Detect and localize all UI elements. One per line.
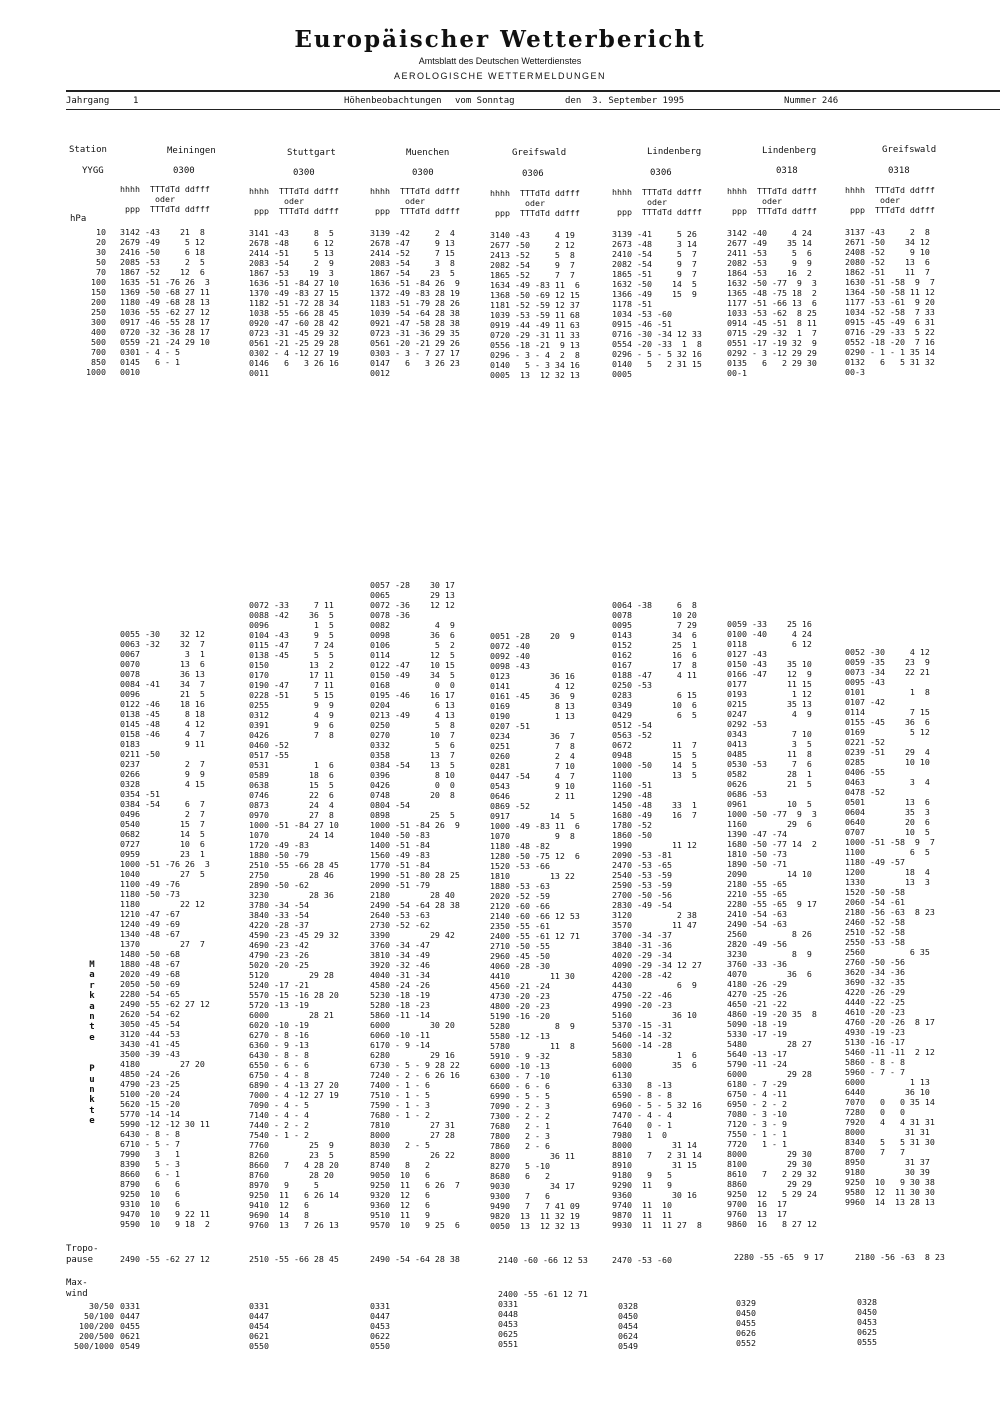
- significant-levels-2: 0072 -33 7 11 0088 -42 36 5 0096 1 5 0104 -43 9 5 0115 -47 7 24 0138 -45 5 5 0150 13 2 0170 17 11 0190 -47 7 11 0228 -51 5 15 0255 9 9 0312 4 9 0391 9 6 0426 7 8 0460 -52 0517 -55 0531 1 6 0589 18 6 0638 15 5 0746 22 6 0873 24 4 0970 27 8 1000 -51 -84 27 10 1070 24 14 1720 -49 -83 1880 -50 -79 2510 -55 -66 28 45 2750 28 46 2890 -50 -62 3230 28 36 3780 -34 -54 3840 -33 -54 4220 -28 -37 4590 -23 -45 29 32 4690 -23 -42 4790 -23 -26 5020 -20 -25 5120 29 28 5240 -17 -21 5570 -15 -16 28 20 5720 -13 -19 6000 28 21 6020 -10 -19 6270 - 8 -16 6360 - 9 -13 6430 - 8 - 8 6550 - 6 - 6 6750 - 4 - 8 6890 - 4 -13 27 20 7000 - 4 -12 27 19 7090 - 4 - 5 7140 - 4 - 4 7440 - 2 - 2 7540 - 1 - 2 7760 25 9 8260 23 5 8660 7 4 28 20 8760 28 20 8970 9 5 9250 11 6 26 14 9410 12 6 9690 14 8 9760 13 7 26 13: [249, 600, 339, 1230]
- maxwind-label: Max- wind: [66, 1278, 88, 1299]
- section-title: AEROLOGISCHE WETTERMELDUNGEN: [393, 71, 607, 81]
- maxwind-2: 0331 0447 0454 0621 0550: [249, 1301, 269, 1351]
- significant-levels-6: 0059 -33 25 16 0100 -40 4 24 0118 6 12 0127 -43 0150 -43 35 10 0166 -47 12 9 0177 11 15 0193 1 12 0215 35 13 0247 4 9 0292 -53 0343 7 10 0413 3 5 0485 11 8 0530 -53 7 6 0582 28 1 0626 21 5 0686 -53 0961 10 5 1000 -50 -77 9 3 1160 29 6 1390 -47 -74 1680 -50 -77 14 2 1810 -50 -73 1890 -50 -71 2090 14 10 2180 -55 -65 2210 -55 -65 2280 -55 -65 9 17 2410 -54 -63 2490 -54 -63 2560 8 26 2820 -49 -56 3230 8 9 3760 -33 -36 4070 36 6 4180 -26 -29 4270 -25 -26 4650 -21 -22 4860 -19 -20 35 8 5090 -18 -19 5330 -17 -19 5480 28 27 5640 -13 -17 5790 -11 -24 6000 29 28 6180 - 7 -29 6750 - 4 -11 6950 - 2 - 2 7080 - 3 -10 7120 - 3 - 9 7550 - 1 - 1 7720 1 - 1 8000 29 30 8100 29 30 8610 7 2 29 32 8860 29 29 9250 12 5 29 24 9700 16 17 9760 13 17 9860 16 8 27 12: [727, 619, 817, 1229]
- station-yygg-2: 0300: [293, 168, 315, 178]
- station-name-2: Stuttgart: [287, 148, 336, 158]
- hpa-label: hPa: [70, 214, 87, 224]
- tropopause-label: Tropo- pause: [66, 1244, 99, 1265]
- standard-levels-3: 3139 -42 2 4 2678 -47 9 13 2414 -52 7 15 2083 -54 3 8 1867 -54 23 5 1636 -51 -84 26 9 1372 -49 -83 28 19 1183 -51 -79 28 26 1039 -54 -64 28 38 0921 -47 -58 28 38 0723 -31 -36 29 35 0561 -20 -21 29 26 0303 - 3 - 7 27 17 0147 6 3 26 23 0012: [370, 228, 460, 378]
- maxwind-1: 0331 0447 0455 0621 0549: [120, 1301, 140, 1351]
- tropopause-2: 2510 -55 -66 28 45: [249, 1254, 339, 1264]
- yygg-label: YYGG: [82, 166, 104, 176]
- station-name-3: Muenchen: [406, 148, 450, 158]
- column-header-6: hhhh TTTdTd ddfff oder ppp TTTdTd ddfff: [727, 186, 817, 216]
- standard-levels-4: 3140 -43 4 19 2677 -50 2 12 2413 -52 5 8 2082 -54 9 7 1865 -52 7 7 1634 -49 -83 11 6 1368 -50 -69 12 15 1181 -52 -59 12 37 1039 -53 -59 11 68 0919 -44 -49 11 63 0720 -29 -31 11 33 0556 -18 -21 9 13 0296 - 3 - 4 2 8 0140 5 - 3 34 16 0005 13 12 32 13: [490, 230, 580, 380]
- tropopause-5: 2470 -53 -60: [612, 1255, 672, 1265]
- tropopause-6: 2280 -55 -65 9 17: [734, 1252, 824, 1262]
- station-yygg-7: 0318: [888, 166, 910, 176]
- report-day: vom Sonntag: [455, 96, 515, 106]
- standard-levels-5: 3139 -41 5 26 2673 -48 3 14 2410 -54 5 7 2082 -54 9 7 1865 -51 9 7 1632 -50 14 5 1366 -49 15 9 1178 -51 1034 -53 -60 0915 -46 -51 0716 -30 -34 12 33 0554 -20 -33 1 8 0296 - 5 - 5 32 16 0140 5 2 31 15 0005: [612, 229, 702, 379]
- standard-levels-7: 3137 -43 2 8 2671 -50 34 12 2408 -52 9 10 2080 -52 13 6 1862 -51 11 7 1630 -51 -58 9 7 1364 -50 -58 11 12 1177 -53 -61 9 20 1034 -52 -58 7 33 0915 -45 -49 6 31 0716 -29 -33 5 22 0552 -18 -20 7 16 0290 - 1 - 1 35 14 0132 6 5 31 32 00-3: [845, 227, 935, 377]
- station-yygg-6: 0318: [776, 166, 798, 176]
- column-header-7: hhhh TTTdTd ddfff oder ppp TTTdTd ddfff: [845, 185, 935, 215]
- column-header-3: hhhh TTTdTd ddfff oder ppp TTTdTd ddfff: [370, 186, 460, 216]
- maxwind-5: 0328 0450 0454 0624 0549: [618, 1301, 638, 1351]
- page-title: Europäischer Wetterbericht: [294, 26, 706, 53]
- tropopause-7: 2180 -56 -63 8 23: [855, 1252, 945, 1262]
- report-type: Höhenbeobachtungen: [344, 96, 442, 106]
- maxwind-3: 0331 0447 0453 0622 0550: [370, 1301, 390, 1351]
- maxwind-4: 2400 -55 -61 12 71 0331 0448 0453 0625 0551: [498, 1289, 588, 1349]
- station-name-6: Lindenberg: [762, 146, 817, 156]
- maxwind-6: 0329 0450 0455 0626 0552: [736, 1298, 756, 1348]
- report-number: Nummer 246: [784, 96, 839, 106]
- significant-levels-3: 0057 -28 30 17 0065 29 13 0072 -36 12 12 0078 -36 0082 4 9 0098 36 6 0106 5 2 0114 12 5 0122 -47 10 15 0150 -49 34 5 0168 0 0 0195 -46 16 17 0204 6 13 0213 -49 4 13 0250 5 8 0270 10 7 0332 5 6 0358 13 7 0384 -54 13 5 0396 8 10 0426 0 0 0748 20 8 0804 -54 0898 25 5 1000 -51 -84 26 9 1040 -50 -83 1400 -51 -84 1560 -49 -83 1770 -51 -84 1990 -51 -80 28 25 2090 -51 -79 2180 28 40 2490 -54 -64 28 38 2640 -53 -63 2730 -52 -62 3390 29 42 3760 -34 -47 3810 -34 -49 3920 -32 -46 4040 -31 -34 4580 -24 -26 5230 -18 -19 5280 -18 -23 5860 -11 -14 6000 30 20 6060 -10 -11 6170 - 9 -14 6280 29 16 6730 - 5 - 9 28 22 7240 - 2 - 6 26 16 7400 - 1 - 6 7510 - 1 - 5 7590 - 1 - 3 7680 - 1 - 2 7810 27 31 8000 27 28 8030 2 - 5 8590 26 22 8740 8 2 9050 10 6 9250 11 6 26 7 9320 12 6 9360 12 6 9510 11 9 9570 10 9 25 6: [370, 580, 460, 1230]
- header-rule-top: [66, 90, 1000, 92]
- station-yygg-1: 0300: [173, 166, 195, 176]
- significant-levels-7: 0052 -30 4 12 0059 -35 23 9 0073 -34 22 21 0095 -43 0101 1 8 0107 -42 0114 7 15 0155 -45 36 6 0169 5 12 0221 -52 0239 -51 29 4 0285 10 10 0406 -55 0463 3 4 0478 -52 0501 13 6 0604 35 3 0640 20 6 0707 10 5 1000 -51 -58 9 7 1100 6 5 1180 -49 -57 1200 18 4 1330 13 3 1520 -50 -58 2060 -54 -61 2180 -56 -63 8 23 2460 -52 -58 2510 -52 -58 2550 -53 -58 2560 6 35 2760 -50 -56 3620 -34 -36 3690 -32 -35 4220 -26 -29 4440 -22 -25 4610 -20 -23 4760 -20 -26 8 17 4930 -19 -23 5130 -16 -17 5460 -11 -11 2 12 5860 - 8 - 8 5960 - 7 - 7 6000 1 13 6440 36 10 7070 0 0 35 14 7280 0 0 7920 4 4 31 31 8000 31 31 8340 5 5 31 30 8700 7 7 8950 31 37 9180 30 39 9250 10 9 30 38 9580 12 11 30 30 9960 14 13 28 13: [845, 647, 935, 1207]
- significant-levels-1: 0055 -30 32 12 0063 -32 32 7 0067 3 1 0070 13 6 0078 36 13 0084 -41 34 7 0096 21 5 0122 -46 18 16 0138 -45 8 18 0145 -48 4 12 0158 -46 4 7 0183 9 11 0211 -50 0237 2 7 0266 9 9 0328 4 15 0354 -51 0384 -54 6 7 0496 2 7 0540 15 7 0682 14 5 0727 10 6 0959 23 1 1000 -51 -76 26 3 1040 27 5 1100 -49 -76 1180 -50 -73 1180 22 12 1210 -47 -67 1240 -49 -69 1340 -48 -67 1370 27 7 1480 -50 -68 1880 -48 -67 2020 -49 -68 2050 -50 -69 2280 -54 -65 2490 -55 -62 27 12 2620 -54 -62 3050 -45 -54 3120 -44 -53 3430 -41 -45 3500 -39 -43 4180 27 20 4850 -24 -26 4790 -23 -25 5100 -20 -24 5620 -15 -20 5770 -14 -14 5990 -12 -12 30 11 6430 - 8 - 8 6710 - 5 - 7 7990 3 1 8390 5 - 3 8660 6 - 1 8790 6 6 9250 10 6 9310 10 6 9470 10 9 22 11 9590 10 9 18 2: [120, 629, 210, 1229]
- pressure-levels: 10 20 30 50 70 100 150 200 250 300 400 500 700 850 1000: [86, 227, 106, 377]
- significant-levels-5: 0064 -38 6 8 0078 10 20 0095 7 29 0143 34 6 0152 25 1 0162 16 6 0167 17 8 0188 -47 4 11 0250 -53 0283 6 15 0349 10 6 0429 6 5 0512 -54 0563 -52 0672 11 7 0948 15 5 1000 -50 14 5 1100 13 5 1160 -51 1290 -48 1450 -48 33 1 1680 -49 16 7 1780 -52 1860 -50 1990 11 12 2090 -53 -81 2470 -53 -65 2540 -53 -59 2590 -53 -59 2700 -50 -56 2830 -49 -54 3120 2 38 3570 11 47 3700 -34 -37 3840 -31 -36 4020 -29 -34 4090 -29 -34 12 27 4200 -28 -42 4430 6 9 4750 -22 -46 4990 -20 -23 5160 36 10 5370 -15 -31 5460 -14 -32 5600 -14 -28 5830 1 6 6000 35 6 6130 6330 8 -13 6590 - 8 - 8 6960 - 5 - 5 32 16 7470 - 4 - 4 7640 0 - 1 7980 1 0 8000 31 14 8810 7 2 31 14 8910 31 15 9180 9 5 9290 11 9 9360 30 16 9740 11 10 9870 11 11 9930 11 11 27 8: [612, 600, 702, 1230]
- standard-levels-1: 3142 -43 21 8 2679 -49 5 12 2416 -50 6 18 2085 -53 2 5 1867 -52 12 6 1635 -51 -76 26 3 1369 -50 -68 27 11 1180 -49 -68 28 13 1036 -55 -62 27 12 0917 -46 -55 28 17 0720 -32 -36 28 17 0559 -21 -24 29 10 0301 - 4 - 5 0145 6 - 1 0010: [120, 227, 210, 377]
- jahrgang-value: 1: [133, 96, 139, 106]
- standard-levels-6: 3142 -40 4 24 2677 -49 35 14 2411 -53 5 6 2082 -53 9 9 1864 -53 16 2 1632 -50 -77 9 3 1365 -48 -75 18 2 1177 -51 -66 13 6 1033 -53 -62 8 25 0914 -45 -51 8 11 0715 -29 -32 1 7 0551 -17 -19 32 9 0292 - 3 -12 29 29 0135 6 2 29 30 00-1: [727, 228, 817, 378]
- column-header-4: hhhh TTTdTd ddfff oder ppp TTTdTd ddfff: [490, 188, 580, 218]
- tropopause-1: 2490 -55 -62 27 12: [120, 1254, 210, 1264]
- report-date: den 3. September 1995: [565, 96, 685, 106]
- header-rule-bottom: [66, 109, 1000, 110]
- maxwind-7: 0328 0450 0453 0625 0555: [857, 1297, 877, 1347]
- column-header-5: hhhh TTTdTd ddfff oder ppp TTTdTd ddfff: [612, 187, 702, 217]
- column-header-1: hhhh TTTdTd ddfff oder ppp TTTdTd ddfff: [120, 184, 210, 214]
- station-name-7: Greifswald: [882, 145, 937, 155]
- station-name-1: Meiningen: [167, 146, 216, 156]
- station-yygg-5: 0306: [650, 168, 672, 178]
- jahrgang-label: Jahrgang: [66, 96, 110, 106]
- station-yygg-4: 0306: [522, 169, 544, 179]
- page-subtitle: Amtsblatt des Deutschen Wetterdienstes: [418, 56, 582, 66]
- significant-levels-4: 0051 -28 20 9 0072 -40 0092 -40 0098 -43 0123 36 16 0141 4 12 0161 -45 36 9 0169 8 13 0190 1 13 0207 -51 0234 36 7 0251 7 8 0260 2 4 0281 7 10 0447 -54 4 7 0543 9 10 0646 2 11 0869 -52 0917 14 5 1000 -49 -83 11 6 1070 9 8 1180 -48 -82 1280 -50 -75 12 6 1520 -53 -66 1810 13 22 1880 -53 -63 2020 -52 -59 2120 -60 -66 2140 -60 -66 12 53 2350 -55 -61 2400 -55 -61 12 71 2710 -50 -55 2960 -45 -50 4060 -28 -30 4410 11 30 4560 -21 -24 4730 -20 -23 4800 -20 -23 5190 -16 -20 5280 8 9 5580 -12 -13 5780 11 8 5910 - 9 -32 6000 -10 -13 6300 - 7 -10 6600 - 6 - 6 6990 - 5 - 5 7090 - 2 - 3 7300 - 2 - 2 7680 2 - 1 7800 2 - 3 7860 2 - 6 8000 36 11 8270 5 -10 8680 6 2 9030 34 17 9300 7 6 9490 7 7 41 09 9820 13 11 32 19 0050 13 12 32 13: [490, 631, 580, 1231]
- marked-points-label: M a r k a n t e P u n k t e: [89, 960, 95, 1127]
- maxwind-levels: 30/50 50/100 100/200 200/500 500/1000: [74, 1301, 114, 1351]
- column-header-2: hhhh TTTdTd ddfff oder ppp TTTdTd ddfff: [249, 186, 339, 216]
- tropopause-4: 2140 -60 -66 12 53: [498, 1255, 588, 1265]
- station-yygg-3: 0300: [412, 168, 434, 178]
- station-name-4: Greifswald: [512, 148, 567, 158]
- station-label: Station: [69, 145, 107, 155]
- station-name-5: Lindenberg: [647, 147, 702, 157]
- standard-levels-2: 3141 -43 8 5 2678 -48 6 12 2414 -51 5 13 2083 -54 2 9 1867 -53 19 3 1636 -51 -84 27 10 1370 -49 -83 27 15 1182 -51 -72 28 34 1038 -55 -66 28 45 0920 -47 -60 28 42 0723 -31 -45 29 32 0561 -21 -25 29 28 0302 - 4 -12 27 19 0146 6 3 26 16 0011: [249, 228, 339, 378]
- tropopause-3: 2490 -54 -64 28 38: [370, 1254, 460, 1264]
